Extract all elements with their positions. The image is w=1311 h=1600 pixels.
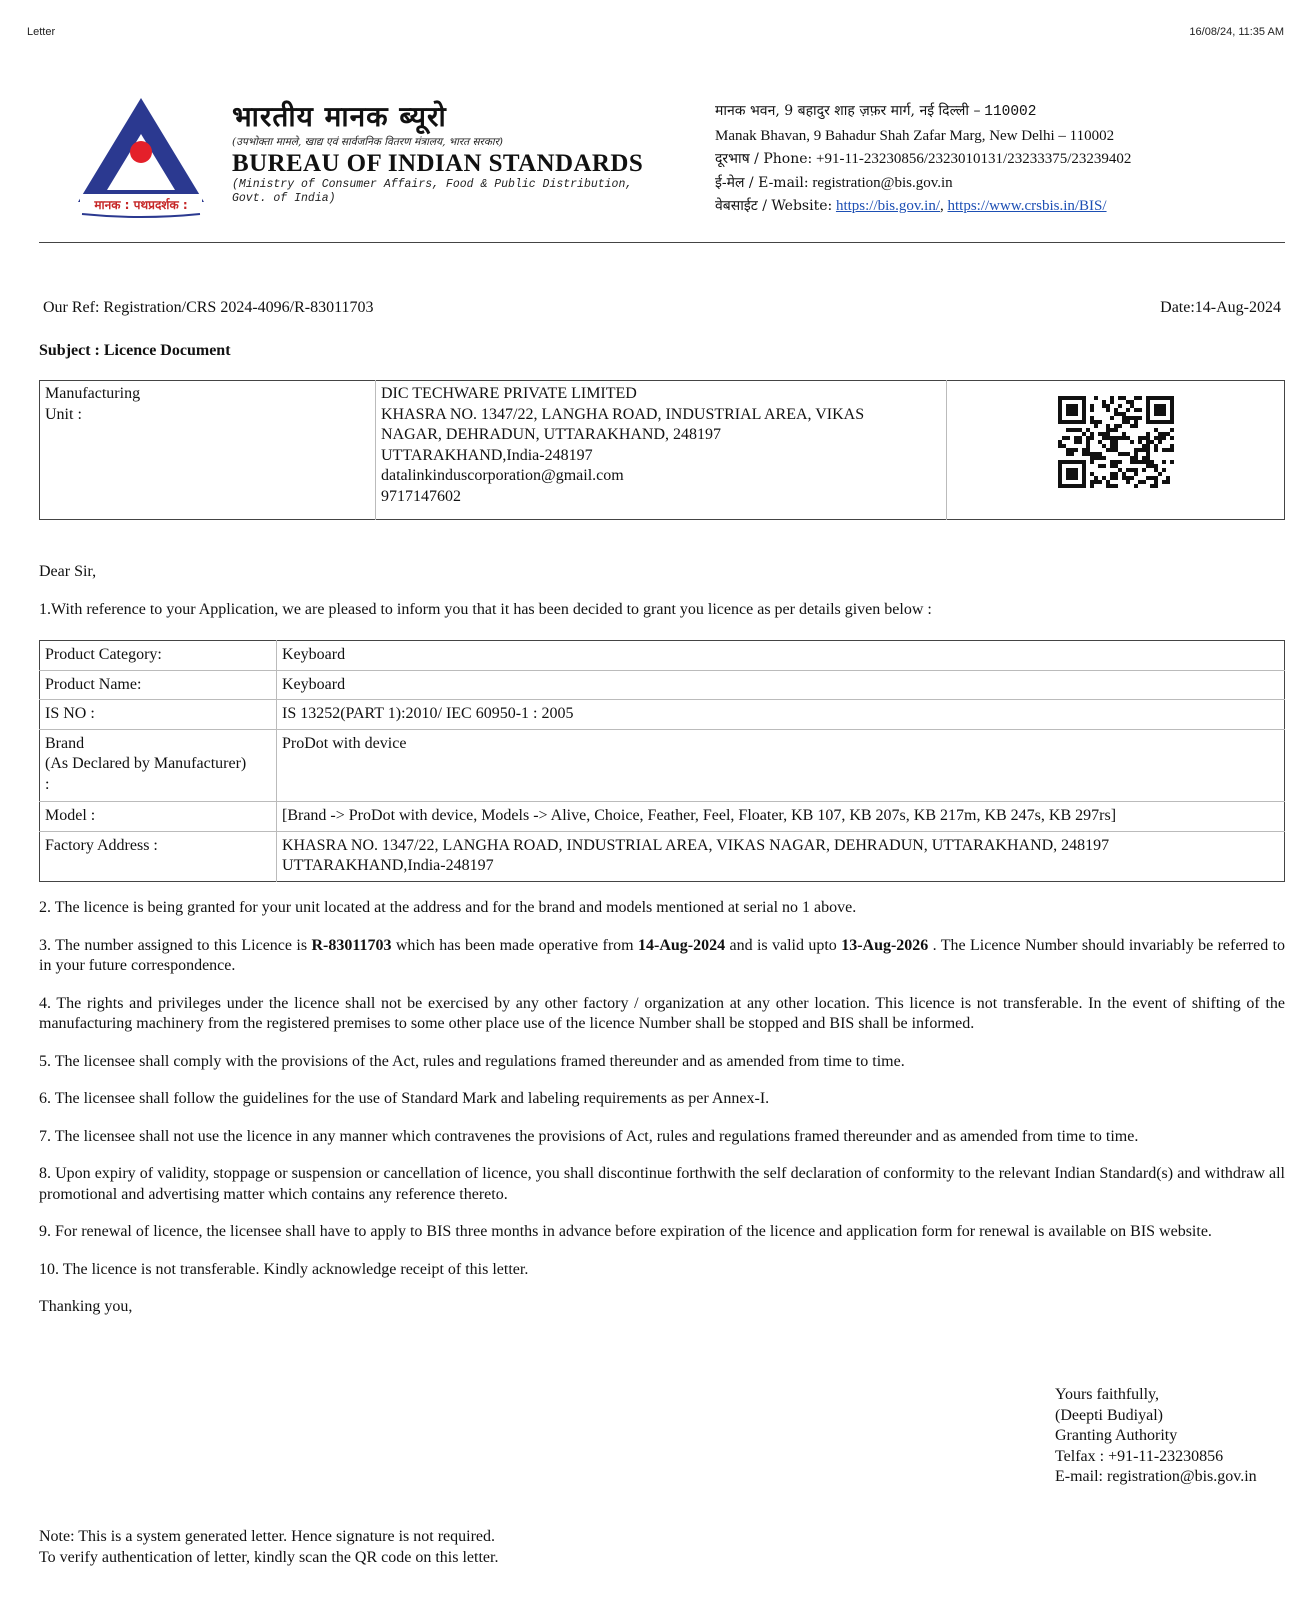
licence-number: R-83011703 [311, 936, 392, 954]
org-email: registration@bis.gov.in [812, 174, 953, 191]
factory-address-label: Factory Address : [40, 831, 277, 881]
subject-line: Subject : Licence Document [39, 342, 231, 359]
table-row [40, 831, 1285, 881]
paragraph-6: 6. The licensee shall follow the guidelines for the use of Standard Mark and labeling requirements as per Annex-I. [39, 1090, 770, 1107]
brand-label-line1: Brand [45, 734, 85, 752]
note-line1: Note: This is a system generated letter. Hence signature is not required. [39, 1528, 496, 1545]
signatory-name: (Deepti Budiyal) [1055, 1406, 1163, 1424]
table-row [40, 802, 1285, 832]
product-category-label: Product Category: [40, 641, 277, 671]
address-hindi-pin: 110002 [984, 104, 1037, 120]
reference-number: Our Ref: Registration/CRS 2024-4096/R-83011703 [43, 299, 374, 316]
para3-text: which has been made operative from [391, 936, 638, 954]
email-label: ई-मेल / E-mail: [715, 174, 809, 191]
valid-from-date: 14-Aug-2024 [637, 936, 726, 954]
org-hindi-ministry: (उपभोक्ता मामले, खाद्य एवं सार्वजनिक वितरण मंत्रालय, भारत सरकार) [232, 136, 504, 148]
brand-value: ProDot with device [277, 729, 1285, 802]
greeting: Dear Sir, [39, 563, 97, 580]
org-english-name: BUREAU OF INDIAN STANDARDS [232, 150, 644, 177]
signatory-telfax: Telfax : +91-11-23230856 [1055, 1447, 1224, 1465]
table-row [40, 641, 1285, 671]
org-ministry-line1: (Ministry of Consumer Affairs, Food & Public Distribution, [232, 178, 633, 191]
table-row [40, 700, 1285, 730]
letter-date: Date:14-Aug-2024 [1160, 299, 1281, 316]
letter-body [39, 898, 1285, 1335]
paragraph-3 [39, 936, 1285, 977]
unit-label-cell [40, 381, 376, 520]
signature-closing: Yours faithfully, [1055, 1386, 1160, 1403]
website-separator: , [940, 198, 944, 214]
model-label: Model : [40, 802, 277, 832]
unit-address-line2: NAGAR, DEHRADUN, UTTARAKHAND, 248197 [381, 426, 722, 443]
product-name-label: Product Name: [40, 670, 277, 700]
paragraph-4: 4. The rights and privileges under the licence shall not be exercised by any other factory / organization at any other location. This licence is not transferable. In the event of shifting of the manufacturing machinery from the registered premises to some other place use of the licence Number shall be stopped and BIS shall be informed. [39, 994, 1285, 1032]
para3-text: . The Licence Number should invariably be referred to in your future correspondence. [39, 936, 1286, 974]
manufacturing-unit-table [39, 380, 1285, 520]
paragraph-10: 10. The licence is not transferable. Kindly acknowledge receipt of this letter. [39, 1260, 529, 1278]
org-ministry-line2: Govt. of India) [232, 192, 336, 205]
valid-to-date: 13-Aug-2026 [841, 936, 929, 954]
unit-label-line2: Unit : [45, 405, 82, 423]
unit-company-name: DIC TECHWARE PRIVATE LIMITED [381, 385, 637, 402]
signature-block [1055, 1385, 1257, 1488]
paragraph-1: 1.With reference to your Application, we are pleased to inform you that it has been decided to grant you licence as per details given below : [39, 601, 932, 618]
paragraph-2: 2. The licence is being granted for your unit located at the address and for the brand and models mentioned at serial no 1 above. [39, 899, 857, 916]
unit-phone: 9717147602 [381, 487, 461, 505]
phone-label: दूरभाष / Phone: [715, 151, 813, 167]
unit-label-line1: Manufacturing [45, 385, 141, 402]
is-no-value: IS 13252(PART 1):2010/ IEC 60950-1 : 2005 [277, 700, 1285, 730]
table-row [40, 729, 1285, 802]
paragraph-9: 9. For renewal of licence, the licensee shall have to apply to BIS three months in advance before expiration of the licence and application form for renewal is available on BIS website. [39, 1223, 1212, 1240]
unit-details-cell [376, 381, 947, 520]
logo-caption: मानक : पथप्रदर्शक : [94, 198, 188, 212]
print-header-timestamp: 16/08/24, 11:35 AM [1189, 26, 1284, 38]
unit-address-line1: KHASRA NO. 1347/22, LANGHA ROAD, INDUSTRIAL AREA, VIKAS [381, 405, 865, 423]
org-address-block [715, 100, 1295, 219]
qr-code[interactable] [1057, 396, 1175, 488]
paragraph-8: 8. Upon expiry of validity, stoppage or suspension or cancellation of licence, you shall discontinue forthwith the self declaration of conformity to the relevant Indian Standard(s) and withdraw all promotional and advertising matter which contains any reference thereto. [39, 1165, 1285, 1203]
note-line2: To verify authentication of letter, kindly scan the QR code on this letter. [39, 1548, 499, 1566]
org-title-block [232, 100, 692, 206]
thanking-line: Thanking you, [39, 1298, 133, 1315]
logo-dot [130, 141, 152, 163]
footer-note [39, 1527, 498, 1568]
bis-logo [74, 94, 208, 218]
factory-address-value [277, 831, 1285, 881]
header-divider [39, 242, 1285, 243]
signatory-title: Granting Authority [1055, 1427, 1178, 1444]
unit-email: datalinkinduscorporation@gmail.com [381, 467, 624, 484]
address-hindi: मानक भवन, 9 बहादुर शाह ज़फ़र मार्ग, नई दिल्ली – [715, 103, 981, 119]
factory-address-line2: UTTARAKHAND,India-248197 [282, 857, 494, 874]
address-english: Manak Bhavan, 9 Bahadur Shah Zafar Marg, New Delhi – 110002 [715, 127, 1115, 144]
brand-label-line2: (As Declared by Manufacturer) [45, 755, 247, 772]
signatory-email: E-mail: registration@bis.gov.in [1055, 1468, 1257, 1485]
product-category-value: Keyboard [277, 641, 1285, 671]
brand-label [40, 729, 277, 802]
para3-text: 3. The number assigned to this Licence is [39, 936, 312, 954]
unit-address-line3: UTTARAKHAND,India-248197 [381, 446, 593, 464]
paragraph-7: 7. The licensee shall not use the licence in any manner which contravenes the provisions of Act, rules and regulations framed thereunder and as amended from time to time. [39, 1127, 1139, 1145]
product-details-table [39, 640, 1285, 882]
model-value: [Brand -> ProDot with device, Models -> Alive, Choice, Feather, Feel, Floater, KB 107, KB 207s, KB 217m, KB 247s, KB 297rs] [277, 802, 1285, 832]
product-name-value: Keyboard [277, 670, 1285, 700]
table-row [40, 670, 1285, 700]
phone-numbers: +91-11-23230856/2323010131/23233375/23239402 [815, 151, 1132, 167]
website-link-bis[interactable]: https://bis.gov.in/ [835, 198, 940, 214]
is-no-label: IS NO : [40, 700, 277, 730]
factory-address-line1: KHASRA NO. 1347/22, LANGHA ROAD, INDUSTRIAL AREA, VIKAS NAGAR, DEHRADUN, UTTARAKHAND, 248197 [282, 836, 1110, 854]
org-hindi-name: भारतीय मानक ब्यूरो [232, 100, 447, 133]
para3-text: and is valid upto [725, 936, 842, 954]
website-link-crsbis[interactable]: https://www.crsbis.in/BIS/ [947, 198, 1107, 214]
print-header-left: Letter [27, 26, 56, 38]
website-label: वेबसाईट / Website: [715, 198, 833, 214]
brand-label-line3: : [45, 775, 50, 793]
paragraph-5: 5. The licensee shall comply with the provisions of the Act, rules and regulations framed thereunder and as amended from time to time. [39, 1052, 905, 1070]
qr-code-cell [947, 381, 1285, 520]
